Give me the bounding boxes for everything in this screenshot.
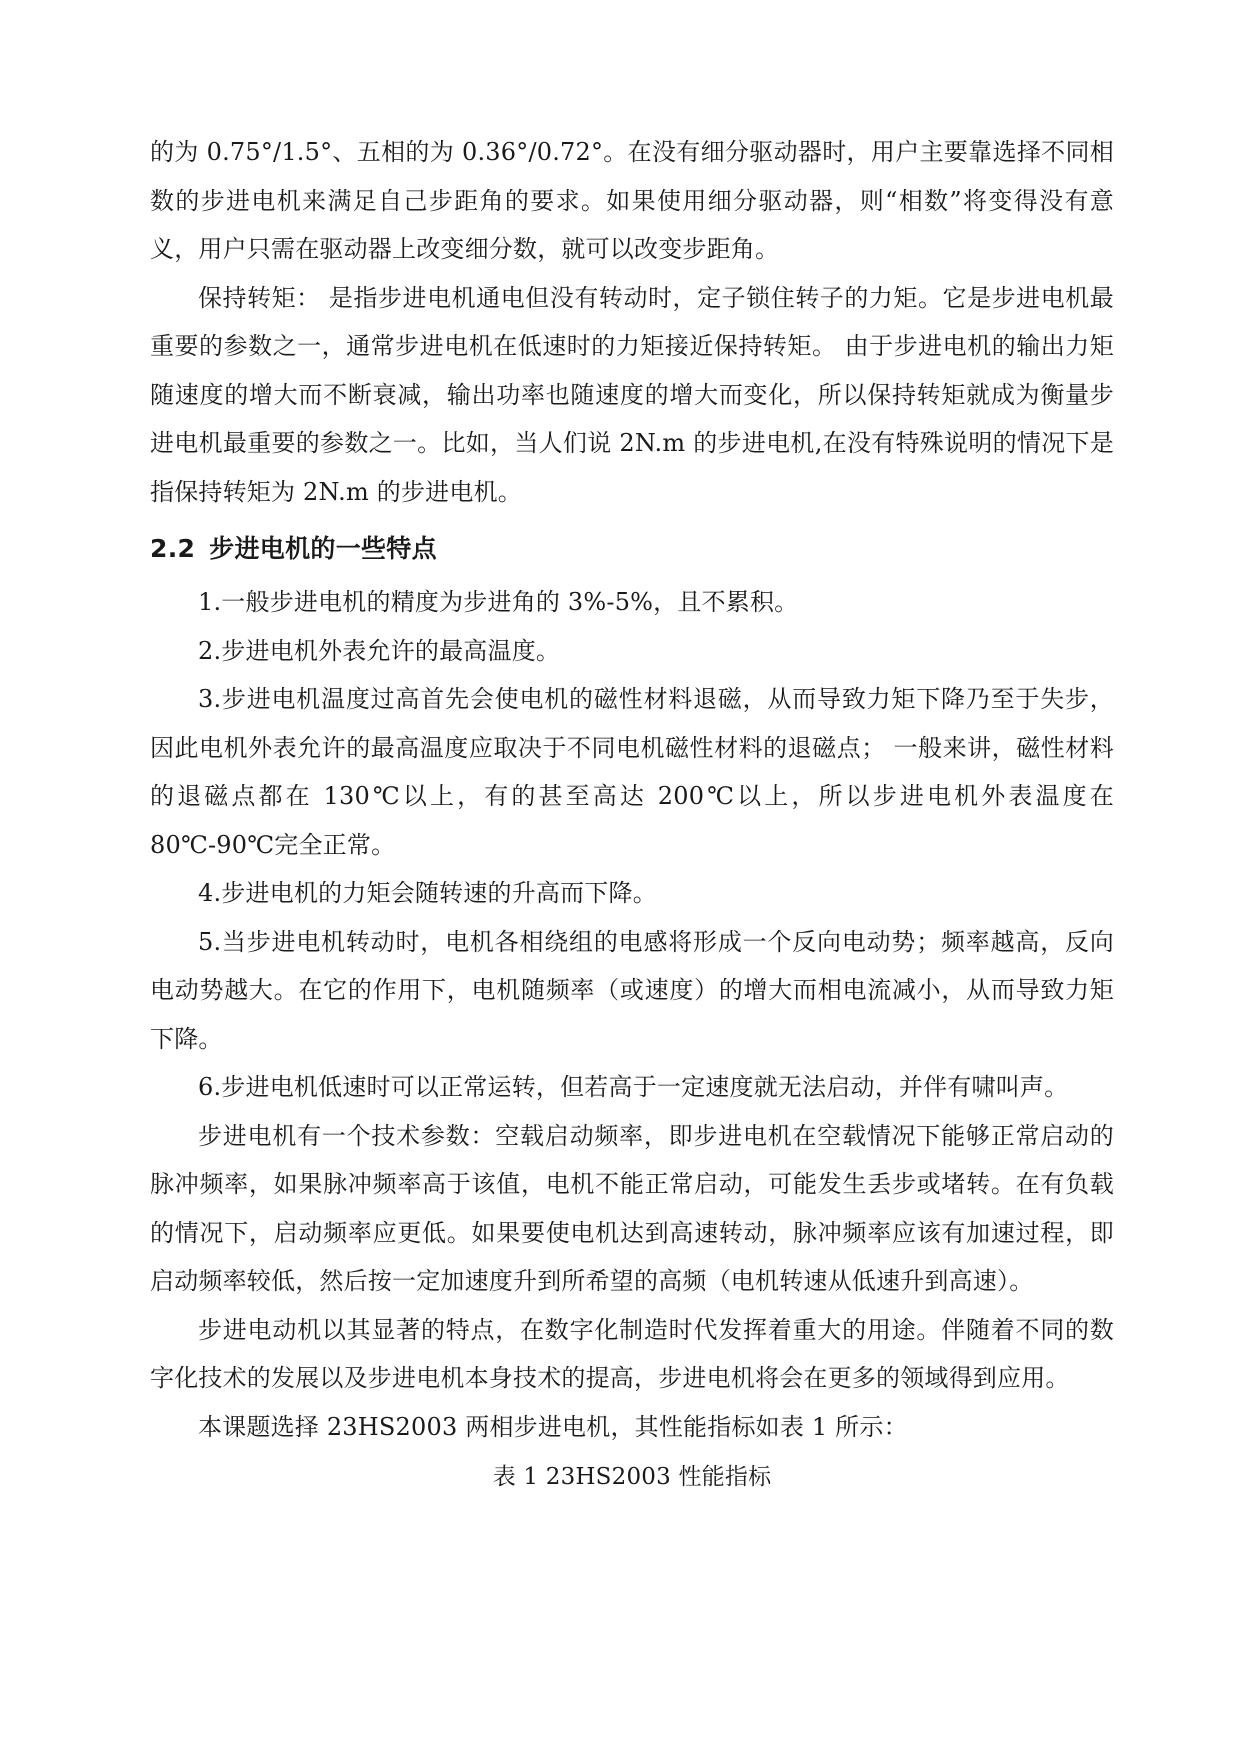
paragraph-feature-6: 6.步进电机低速时可以正常运转，但若高于一定速度就无法启动，并伴有啸叫声。 [198, 1073, 1069, 1101]
paragraph-feature-1: 1.一般步进电机的精度为步进角的 3%-5%，且不累积。 [198, 588, 799, 616]
paragraph-summary: 步进电动机以其显著的特点，在数字化制造时代发挥着重大的用途。伴随着不同的数字化技术的发展以及步进电机本身技术的提高，步进电机将会在更多的领域得到应用。 [150, 1315, 1114, 1392]
paragraph-holding-torque: 保持转矩： 是指步进电机通电但没有转动时，定子锁住转子的力矩。它是步进电机最重要的参数之一，通常步进电机在低速时的力矩接近保持转矩。 由于步进电机的输出力矩随速度的增大而不断衰减，输出功率也随速度的增大而变化，所以保持转矩就成为衡量步进电机最重要的参数之一。比如，当人们说 2N.m 的步进电机,在没有特殊说明的情况下是指保持转矩为 2N.m 的步进电机。 [150, 283, 1114, 506]
paragraph-no-load-start: 步进电机有一个技术参数：空载启动频率，即步进电机在空载情况下能够正常启动的脉冲频率，如果脉冲频率高于该值，电机不能正常启动，可能发生丢步或堵转。在有负载的情况下，启动频率应更低。如果要使电机达到高速转动，脉冲频率应该有加速过程，即启动频率较低，然后按一定加速度升到所希望的高频（电机转速从低速升到高速）。 [150, 1121, 1114, 1295]
table-caption: 表 1 23HS2003 性能指标 [492, 1464, 772, 1490]
paragraph-feature-2: 2.步进电机外表允许的最高温度。 [198, 636, 561, 665]
paragraph-feature-3: 3.步进电机温度过高首先会使电机的磁性材料退磁，从而导致力矩下降乃至于失步，因此电机外表允许的最高温度应取决于不同电机磁性材料的退磁点； 一般来讲，磁性材料的退磁点都在 130℃以上，有的甚至高达 200℃以上，所以步进电机外表温度在 80℃-90℃完全正常。 [150, 685, 1114, 859]
paragraph-selection: 本课题选择 23HS2003 两相步进电机，其性能指标如表 1 所示： [198, 1412, 908, 1441]
paragraph-step-angle-continued: 的为 0.75°/1.5°、五相的为 0.36°/0.72°。在没有细分驱动器时，用户主要靠选择不同相数的步进电机来满足自己步距角的要求。如果使用细分驱动器，则“相数”将变得没有意义，用户只需在驱动器上改变细分数，就可以改变步距角。 [150, 138, 1114, 263]
section-number: 2.2 [150, 534, 196, 563]
section-heading [150, 524, 1114, 574]
section-title: 步进电机的一些特点 [209, 534, 437, 563]
paragraph-feature-5: 5.当步进电机转动时，电机各相绕组的电感将形成一个反向电动势；频率越高，反向电动势越大。在它的作用下，电机随频率（或速度）的增大而相电流减小，从而导致力矩下降。 [150, 927, 1114, 1053]
page-body [150, 128, 1114, 1501]
paragraph-feature-4: 4.步进电机的力矩会随转速的升高而下降。 [198, 879, 657, 907]
